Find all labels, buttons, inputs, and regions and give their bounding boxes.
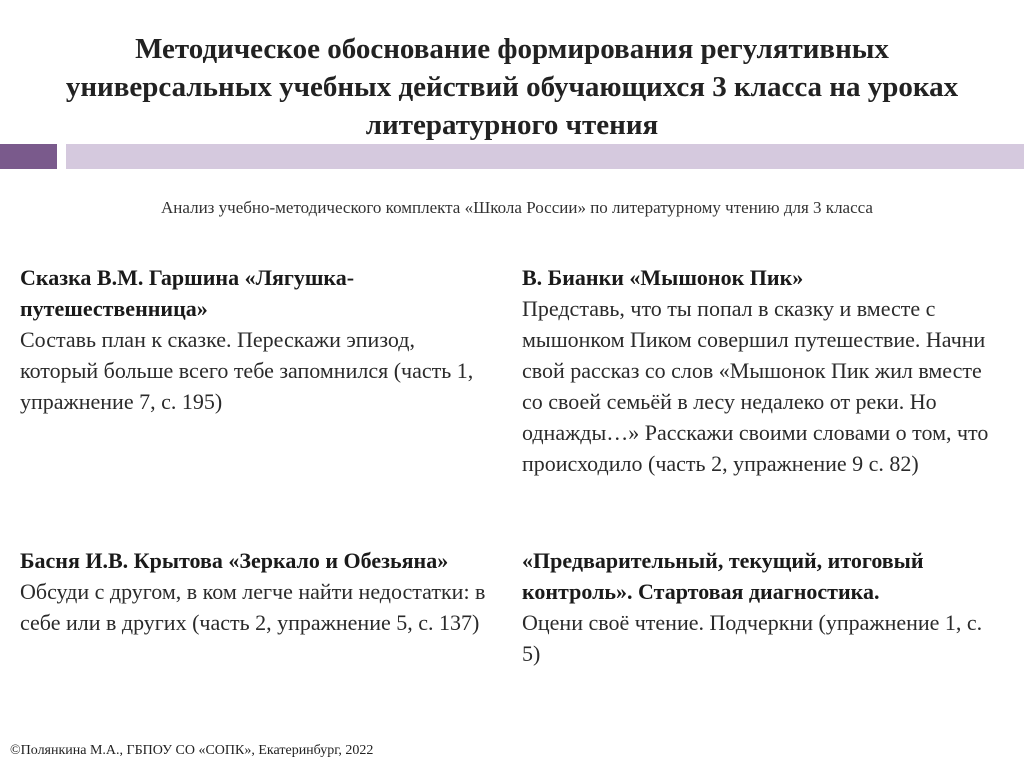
decorative-bar-light xyxy=(66,144,1024,169)
task-text: Представь, что ты попал в сказку и вместе с мышонком Пиком совершил путешествие. Начни свой рассказ со слов «Мышонок Пик жил вместе со своей семьёй в лесу недалеко от реки. Но однажды…» Расскажи своими словами о том, что происходило (часть 2, упражнение 9 с. 82) xyxy=(522,296,989,476)
task-block-control xyxy=(522,545,1004,669)
task-heading: «Предварительный, текущий, итоговый контроль». Стартовая диагностика. xyxy=(522,548,924,604)
slide-title: Методическое обоснование формирования регулятивных универсальных учебных действий обучающихся 3 класса на уроках литературного чтения xyxy=(65,33,959,141)
task-heading: Басня И.В. Крытова «Зеркало и Обезьяна» xyxy=(20,548,449,573)
task-text: Оцени своё чтение. Подчеркни (упражнение 1, с. 5) xyxy=(522,610,983,666)
task-block-garshin xyxy=(20,262,490,417)
task-text: Составь план к сказке. Перескажи эпизод, который больше всего тебе запомнился (часть 1, упражнение 7, с. 195) xyxy=(20,327,474,414)
slide-subtitle: Анализ учебно-методического комплекта «Школа России» по литературному чтению для 3 класса xyxy=(161,198,873,217)
decorative-bar-dark xyxy=(0,144,57,169)
task-heading: В. Бианки «Мышонок Пик» xyxy=(522,265,804,290)
footer-credit: ©Полянкина М.А., ГБПОУ СО «СОПК», Екатеринбург, 2022 xyxy=(10,743,374,758)
task-block-bianki xyxy=(522,262,1004,479)
task-text: Обсуди с другом, в ком легче найти недостатки: в себе или в других (часть 2, упражнение 5, с. 137) xyxy=(20,579,486,635)
task-heading: Сказка В.М. Гаршина «Лягушка-путешественница» xyxy=(20,265,355,321)
task-block-krylov xyxy=(20,545,490,638)
